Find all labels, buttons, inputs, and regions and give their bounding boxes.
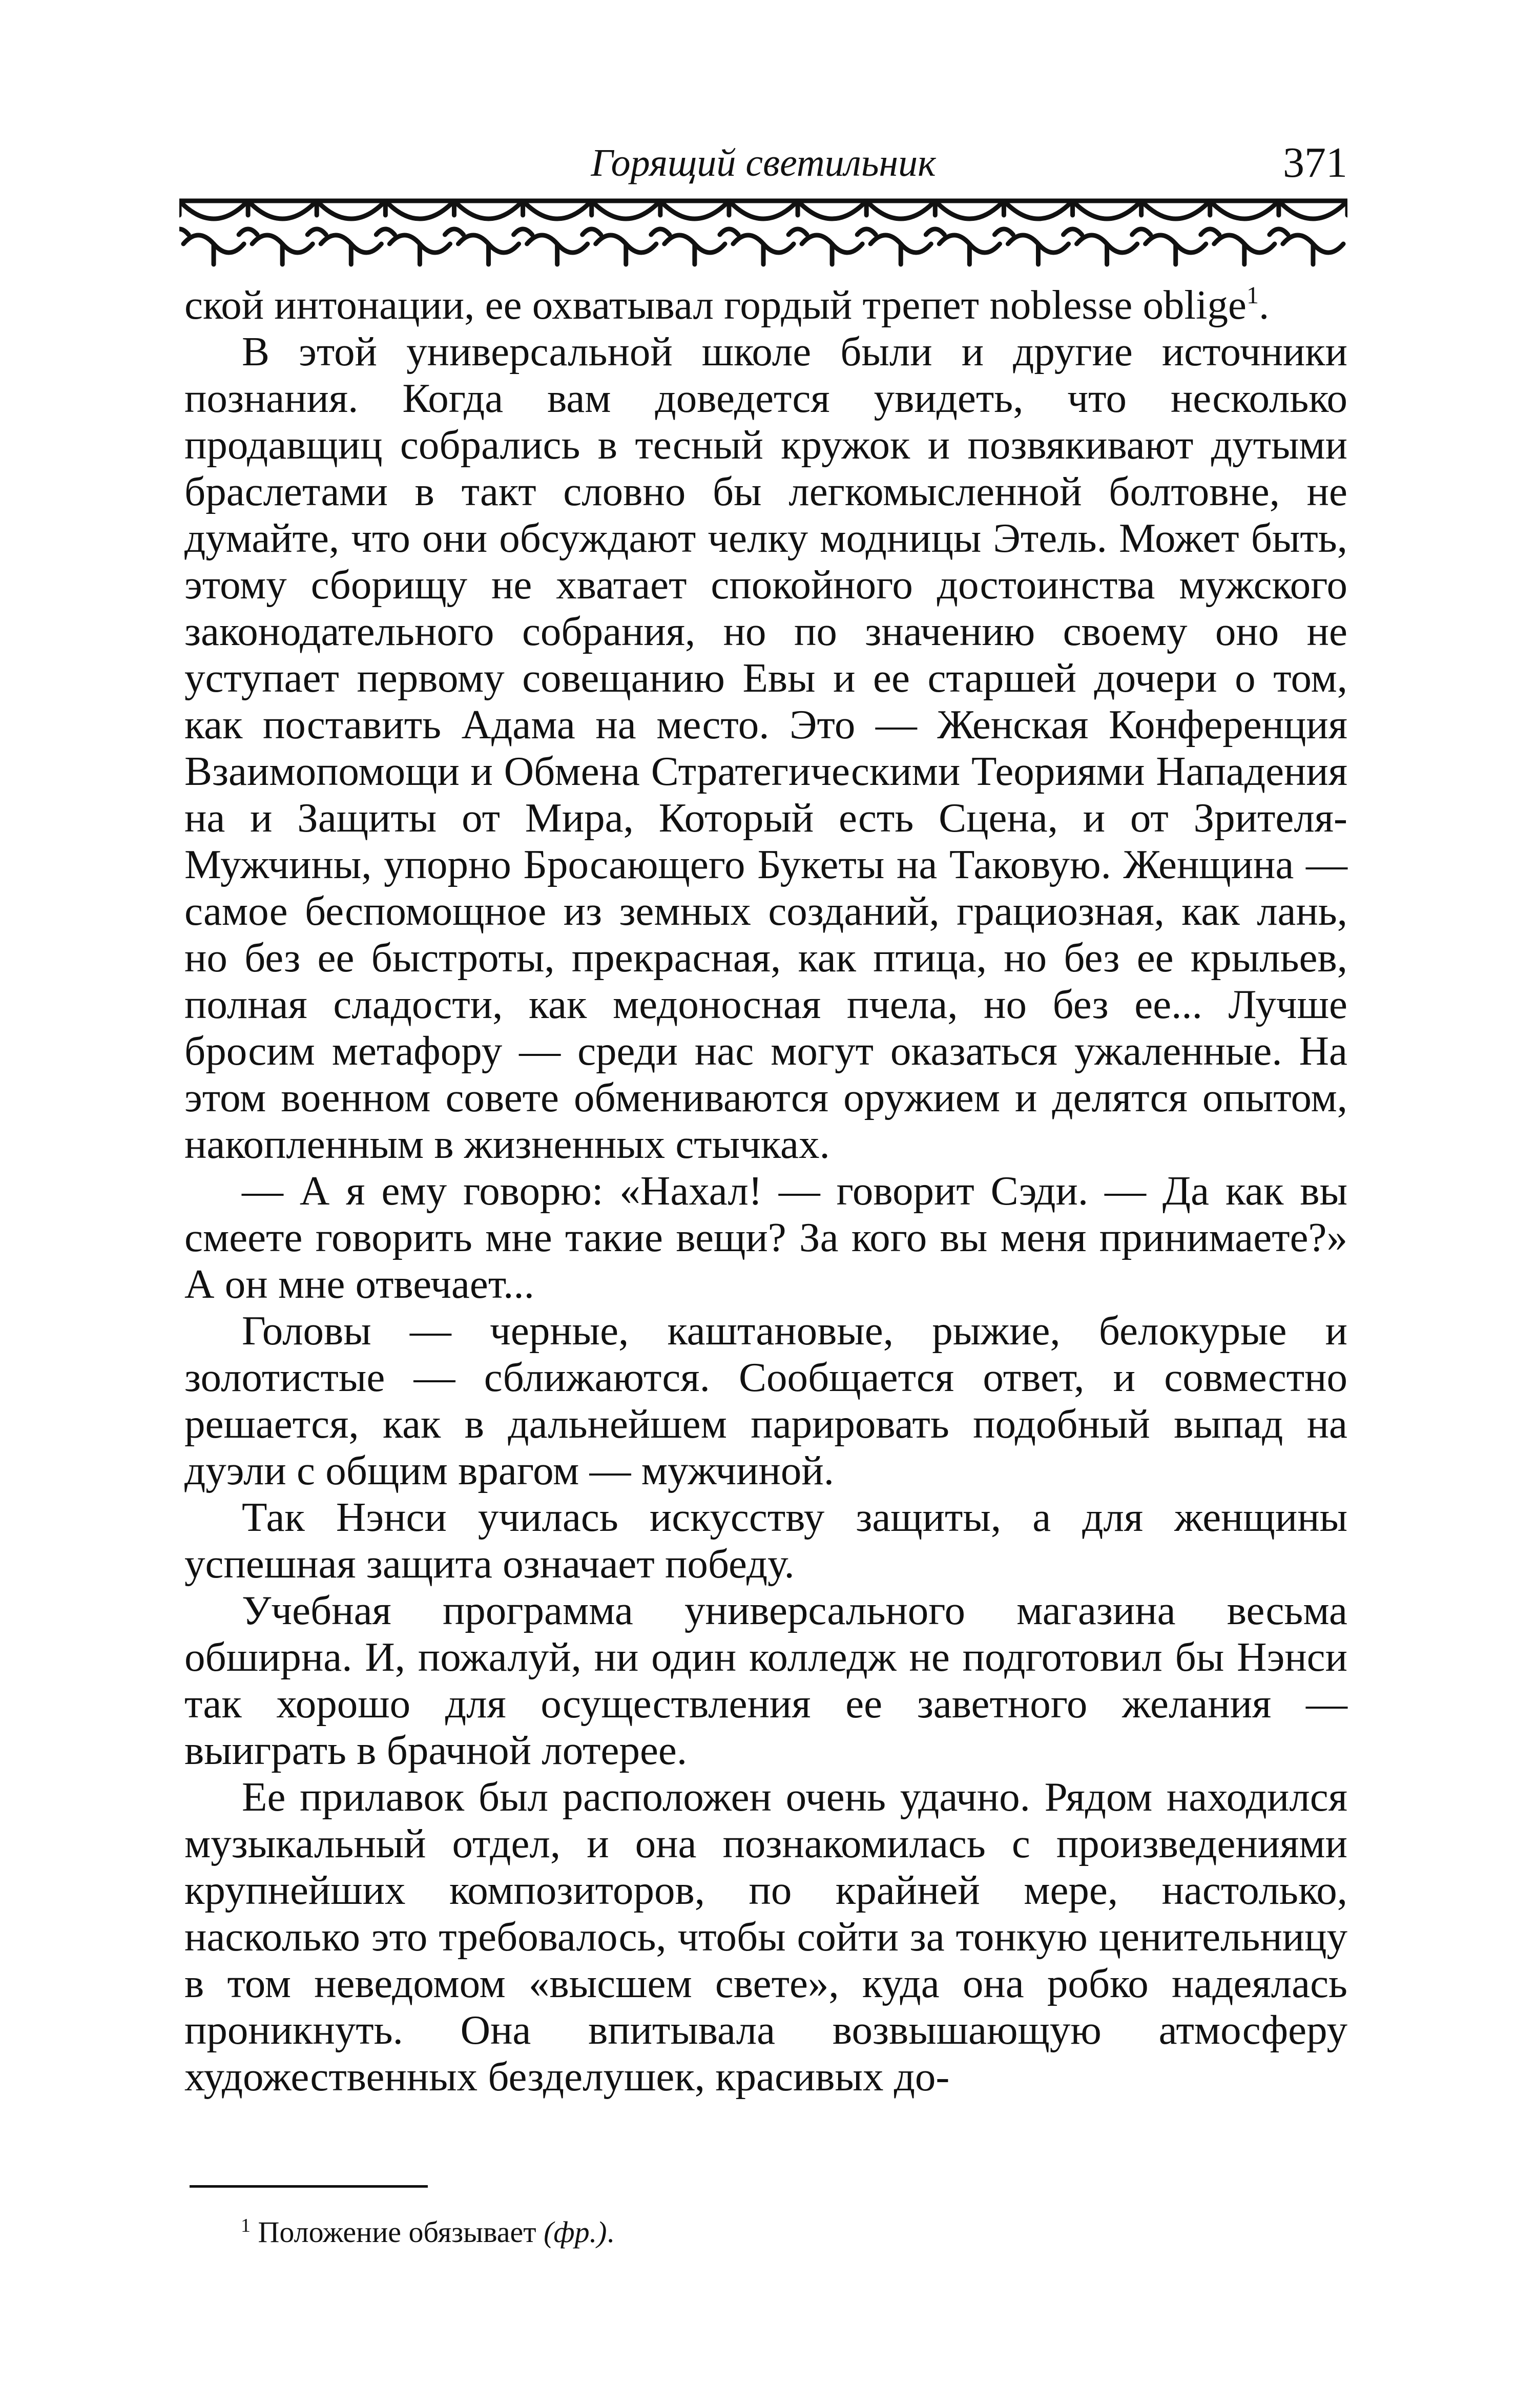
decorative-border-ornament: [179, 195, 1347, 272]
footnote-language: (фр.): [544, 2215, 607, 2249]
paragraph: В этой универсальной школе были и другие источники познания. Когда вам доведется увидеть, что несколько продавщиц собрались в тесный кружок и позвякивают дутыми браслетами в такт словно бы легкомысленной болтовне, не думайте, что они обсуждают челку модницы Этель. Может быть, этому сборищу не хватает спокойного достоинства мужского законодательного собрания, но по значению своему оно не уступает первому совещанию Евы и ее старшей дочери о том, как поставить Адама на место. Это — Женская Конференция Взаимопомощи и Обмена Стратегическими Теориями Нападения на и Защиты от Мира, Который есть Сцена, и от Зрителя-Мужчины, упорно Бросающего Букеты на Таковую. Женщина — самое беспомощное из земных созданий, грациозная, как лань, но без ее быстроты, прекрасная, как птица, но без ее крыльев, полная сладости, как медоносная пчела, но без ее... Лучше бросим метафору — среди нас могут оказаться ужаленные. На этом военном совете обмениваются оружием и делятся опытом, накопленным в жизненных стычках.: [184, 328, 1347, 1167]
footnote: $^1$ Положение обязывает (фр.).: [241, 2215, 614, 2249]
paragraph: Так Нэнси училась искусству защиты, а для женщины успешная защита означает победу.: [184, 1494, 1347, 1587]
paragraph: Учебная программа универсального магазина весьма обширна. И, пожалуй, ни один колледж не подготовил бы Нэнси так хорошо для осуществления ее заветного желания — выиграть в брачной лотерее.: [184, 1587, 1347, 1773]
body-text: [184, 282, 1347, 2100]
paragraph: ской интонации, ее охватывал гордый трепет noblesse oblige$^1$.: [184, 282, 1270, 328]
footnote-mark: 1: [241, 2215, 251, 2236]
footnote-text: Положение обязывает: [258, 2215, 536, 2249]
page-number: 371: [1283, 139, 1347, 186]
page-header: [179, 137, 1347, 189]
paragraph: Головы — черные, каштановые, рыжие, белокурые и золотистые — сближаются. Сообщается ответ, и совместно решается, как в дальнейшем парировать подобный выпад на дуэли с общим врагом — мужчиной.: [184, 1307, 1347, 1493]
running-title: Горящий светильник: [591, 141, 936, 184]
paragraph: Ее прилавок был расположен очень удачно. Рядом находился музыкальный отдел, и она познакомилась с произведениями крупнейших композиторов, по крайней мере, настолько, насколько это требовалось, чтобы сойти за тонкую ценительницу в том неведомом «высшем свете», куда она робко надеялась проникнуть. Она впитывала возвышающую атмосферу художественных безделушек, красивых до-: [184, 1774, 1347, 2100]
footnote-reference[interactable]: 1: [1246, 282, 1259, 309]
footnote-divider: [190, 2185, 428, 2188]
paragraph: — А я ему говорю: «Нахал! — говорит Сэди. — Да как вы смеете говорить мне такие вещи? За кого вы меня принимаете?» А он мне отвечает...: [184, 1168, 1347, 1307]
